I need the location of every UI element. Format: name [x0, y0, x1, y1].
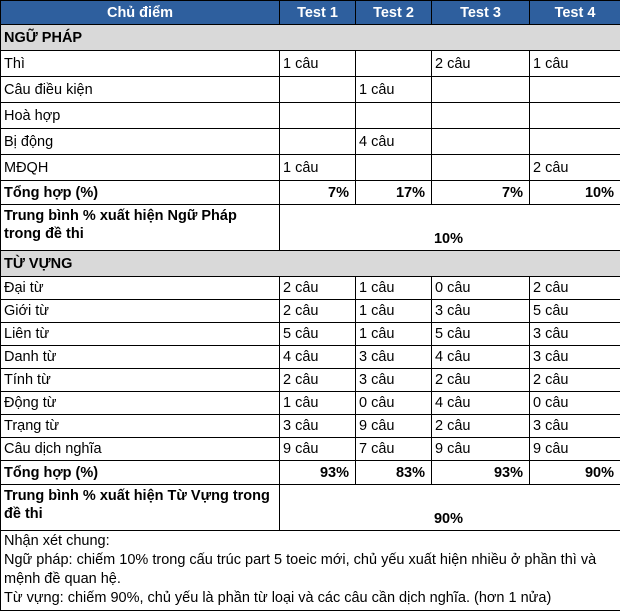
test-2-cell: 0 câu [356, 392, 432, 415]
test-3-cell: 4 câu [432, 392, 530, 415]
total-test-1: 7% [280, 181, 356, 205]
test-3-cell [432, 77, 530, 103]
grammar-section-row [1, 25, 620, 51]
test-2-cell: 1 câu [356, 77, 432, 103]
test-1-cell: 2 câu [280, 300, 356, 323]
average-value: 90% [280, 485, 620, 531]
total-test-4: 10% [530, 181, 620, 205]
vocab-average-row [1, 485, 620, 531]
header-test-2: Test 2 [356, 1, 432, 25]
vocab-total-row [1, 461, 620, 485]
test-1-cell: 9 câu [280, 438, 356, 461]
table-row [1, 369, 620, 392]
average-label: Trung bình % xuất hiện Ngữ Pháp trong đề thi [1, 205, 280, 251]
row-label: Động từ [1, 392, 280, 415]
test-4-cell: 2 câu [530, 277, 620, 300]
row-label: Liên từ [1, 323, 280, 346]
test-4-cell: 3 câu [530, 346, 620, 369]
note-line3: Từ vựng: chiếm 90%, chủ yếu là phần từ loại và các câu cần dịch nghĩa. (hơn 1 nửa) [4, 589, 617, 608]
vocab-section-row [1, 251, 620, 277]
test-3-cell: 2 câu [432, 369, 530, 392]
table-row [1, 415, 620, 438]
total-test-4: 90% [530, 461, 620, 485]
test-1-cell [280, 77, 356, 103]
row-label: Danh từ [1, 346, 280, 369]
test-3-cell: 9 câu [432, 438, 530, 461]
test-4-cell [530, 103, 620, 129]
table-row [1, 300, 620, 323]
total-test-3: 7% [432, 181, 530, 205]
table-row [1, 277, 620, 300]
note-line1: Nhận xét chung: [4, 532, 617, 551]
row-label: Bị động [1, 129, 280, 155]
test-2-cell: 1 câu [356, 300, 432, 323]
header-test-3: Test 3 [432, 1, 530, 25]
grammar-section-title: NGỮ PHÁP [1, 25, 620, 51]
test-1-cell: 1 câu [280, 392, 356, 415]
test-1-cell: 5 câu [280, 323, 356, 346]
total-test-2: 83% [356, 461, 432, 485]
total-test-1: 93% [280, 461, 356, 485]
test-3-cell: 2 câu [432, 415, 530, 438]
table-row [1, 155, 620, 181]
test-1-cell: 2 câu [280, 277, 356, 300]
notes-row [1, 531, 620, 611]
test-2-cell: 9 câu [356, 415, 432, 438]
test-1-cell: 1 câu [280, 51, 356, 77]
vocab-section-title: TỪ VỰNG [1, 251, 620, 277]
header-test-1: Test 1 [280, 1, 356, 25]
table-row [1, 438, 620, 461]
table-row [1, 103, 620, 129]
average-value: 10% [280, 205, 620, 251]
test-4-cell: 3 câu [530, 415, 620, 438]
test-2-cell: 3 câu [356, 369, 432, 392]
test-3-cell: 0 câu [432, 277, 530, 300]
test-4-cell: 2 câu [530, 155, 620, 181]
total-test-2: 17% [356, 181, 432, 205]
test-2-cell [356, 103, 432, 129]
table-row [1, 392, 620, 415]
row-label: Thì [1, 51, 280, 77]
test-3-cell: 3 câu [432, 300, 530, 323]
test-1-cell [280, 103, 356, 129]
test-4-cell: 5 câu [530, 300, 620, 323]
test-1-cell: 1 câu [280, 155, 356, 181]
table-row [1, 129, 620, 155]
row-label: Câu điều kiện [1, 77, 280, 103]
row-label: Tính từ [1, 369, 280, 392]
table-row [1, 51, 620, 77]
grammar-total-row [1, 181, 620, 205]
test-2-cell [356, 155, 432, 181]
table-row [1, 346, 620, 369]
test-3-cell: 5 câu [432, 323, 530, 346]
test-1-cell [280, 129, 356, 155]
table-row [1, 323, 620, 346]
test-4-cell: 3 câu [530, 323, 620, 346]
test-2-cell: 3 câu [356, 346, 432, 369]
row-label: Hoà hợp [1, 103, 280, 129]
total-label: Tổng hợp (%) [1, 181, 280, 205]
total-label: Tổng hợp (%) [1, 461, 280, 485]
grammar-average-row [1, 205, 620, 251]
average-label: Trung bình % xuất hiện Từ Vựng trong đề thi [1, 485, 280, 531]
row-label: Đại từ [1, 277, 280, 300]
test-4-cell [530, 77, 620, 103]
row-label: MĐQH [1, 155, 280, 181]
header-test-4: Test 4 [530, 1, 620, 25]
total-test-3: 93% [432, 461, 530, 485]
test-1-cell: 2 câu [280, 369, 356, 392]
test-3-cell [432, 129, 530, 155]
test-2-cell: 1 câu [356, 323, 432, 346]
test-1-cell: 4 câu [280, 346, 356, 369]
test-2-cell: 1 câu [356, 277, 432, 300]
test-3-cell: 2 câu [432, 51, 530, 77]
test-2-cell: 7 câu [356, 438, 432, 461]
test-4-cell: 2 câu [530, 369, 620, 392]
test-3-cell: 4 câu [432, 346, 530, 369]
test-3-cell [432, 103, 530, 129]
note-line2: Ngữ pháp: chiếm 10% trong cấu trúc part 5 toeic mới, chủ yếu xuất hiện nhiều ở phần thì và mệnh đề quan hệ. [4, 551, 617, 589]
general-notes [1, 531, 620, 611]
row-label: Trạng từ [1, 415, 280, 438]
test-2-cell [356, 51, 432, 77]
header-row [1, 1, 620, 25]
row-label: Giới từ [1, 300, 280, 323]
row-label: Câu dịch nghĩa [1, 438, 280, 461]
table-row [1, 77, 620, 103]
test-4-cell [530, 129, 620, 155]
test-1-cell: 3 câu [280, 415, 356, 438]
header-topic: Chủ điểm [1, 1, 280, 25]
test-4-cell: 9 câu [530, 438, 620, 461]
test-4-cell: 0 câu [530, 392, 620, 415]
test-4-cell: 1 câu [530, 51, 620, 77]
test-3-cell [432, 155, 530, 181]
test-2-cell: 4 câu [356, 129, 432, 155]
